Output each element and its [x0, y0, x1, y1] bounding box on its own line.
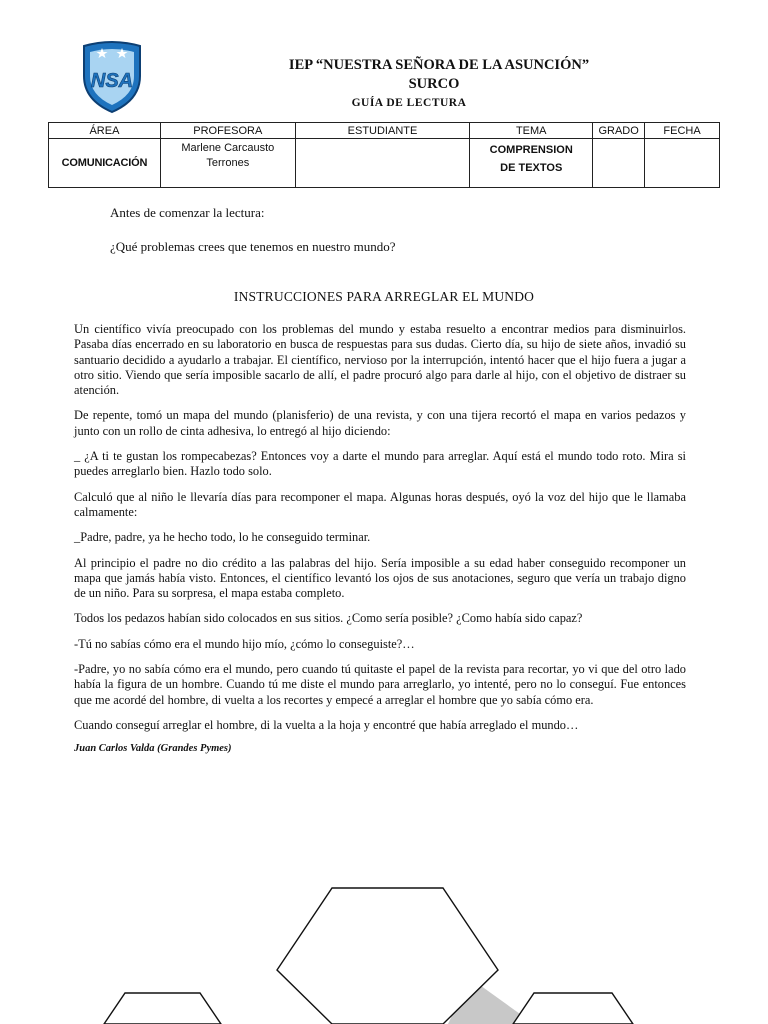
- school-district: SURCO: [408, 76, 460, 92]
- story-paragraph: Al principio el padre no dio crédito a las palabras del hijo. Sería imposible a su edad haber conseguido recomponer un mapa que jamás había visto. Entonces, el científico levantó los ojos de sus anotaciones, seguro que vería un trabajo digno de un niño. Para su sorpresa, el mapa estaba completo.: [74, 555, 686, 601]
- tema-line1: COMPRENSION: [489, 144, 573, 156]
- pre-reading-intro: Antes de comenzar la lectura:: [110, 205, 265, 220]
- story-paragraph: Cuando conseguí arreglar el hombre, di la vuelta a la hoja y encontré que había arreglado el mundo…: [74, 717, 579, 732]
- story-author: Juan Carlos Valda (Grandes Pymes): [74, 743, 232, 755]
- cell-area: COMUNICACIÓN: [49, 139, 161, 188]
- school-name: IEP “NUESTRA SEÑORA DE LA ASUNCIÓN”: [288, 57, 590, 73]
- header-profesora: PROFESORA: [160, 123, 295, 139]
- tema-line2: DE TEXTOS: [500, 162, 563, 174]
- profesora-name-line2: Terrones: [206, 157, 250, 169]
- profesora-name-line1: Marlene Carcausto: [181, 142, 275, 154]
- story-paragraph: De repente, tomó un mapa del mundo (planisferio) de una revista, y con una tijera recortó el mapa en varios pedazos y junto con un rollo de cinta adhesiva, lo entregó al hijo diciendo:: [74, 408, 686, 438]
- hexagon-left-shape: [104, 993, 221, 1024]
- logo-monogram: NSA: [90, 70, 134, 92]
- document-type: GUÍA DE LECTURA: [351, 97, 467, 109]
- story-paragraph: Un científico vivía preocupado con los problemas del mundo y estaba resuelto a encontrar medios para disminuirlos. Pasaba días encerrado en su laboratorio en busca de respuestas para sus dudas. Cierto día, su hijo de siete años, invadió su santuario decidido a ayudarlo a trabajar. El científico, nervioso por la interrupción, intentó hacer que el hijo fuera a jugar a otro sitio. Viendo que sería imposible sacarlo de allí, el padre procuró algo para darle al hijo, con el objetivo de distraer su atención.: [74, 322, 686, 398]
- header-fecha: FECHA: [645, 123, 720, 139]
- header-area: ÁREA: [49, 123, 161, 139]
- story-paragraph: _Padre, padre, ya he hecho todo, lo he conseguido terminar.: [74, 530, 371, 545]
- story-paragraph: -Tú no sabías cómo era el mundo hijo mío, ¿cómo lo conseguiste?…: [74, 636, 415, 651]
- header-tema: TEMA: [470, 123, 593, 139]
- hexagon-right-shape: [513, 993, 633, 1024]
- story-paragraph: Todos los pedazos habían sido colocados en sus sitios. ¿Como sería posible? ¿Como había sido capaz?: [74, 611, 583, 626]
- header-grado: GRADO: [593, 123, 645, 139]
- story-paragraph: Calculó que al niño le llevaría días para recomponer el mapa. Algunas horas después, oyó la voz del hijo que le llamaba calmamente:: [74, 489, 686, 519]
- pre-reading-question: ¿Qué problemas crees que tenemos en nuestro mundo?: [110, 239, 396, 254]
- story-title: INSTRUCCIONES PARA ARREGLAR EL MUNDO: [233, 289, 535, 304]
- header-estudiante: ESTUDIANTE: [295, 123, 470, 139]
- story-paragraph: _ ¿A ti te gustan los rompecabezas? Entonces voy a darte el mundo para arreglar. Aquí está el mundo todo roto. Mira si puedes arreglarlo bien. Hazlo todo solo.: [74, 449, 686, 479]
- story-paragraph: -Padre, yo no sabía cómo era el mundo, pero cuando tú quitaste el papel de la revista para recortar, yo vi que del otro lado había la figura de un hombre. Cuando tú me diste el mundo para arreglarlo, yo intenté, pero no lo conseguí. Fue entonces que me acordé del hombre, di vuelta a los recortes y empecé a arreglar el hombre que yo sabía cómo era.: [74, 662, 686, 707]
